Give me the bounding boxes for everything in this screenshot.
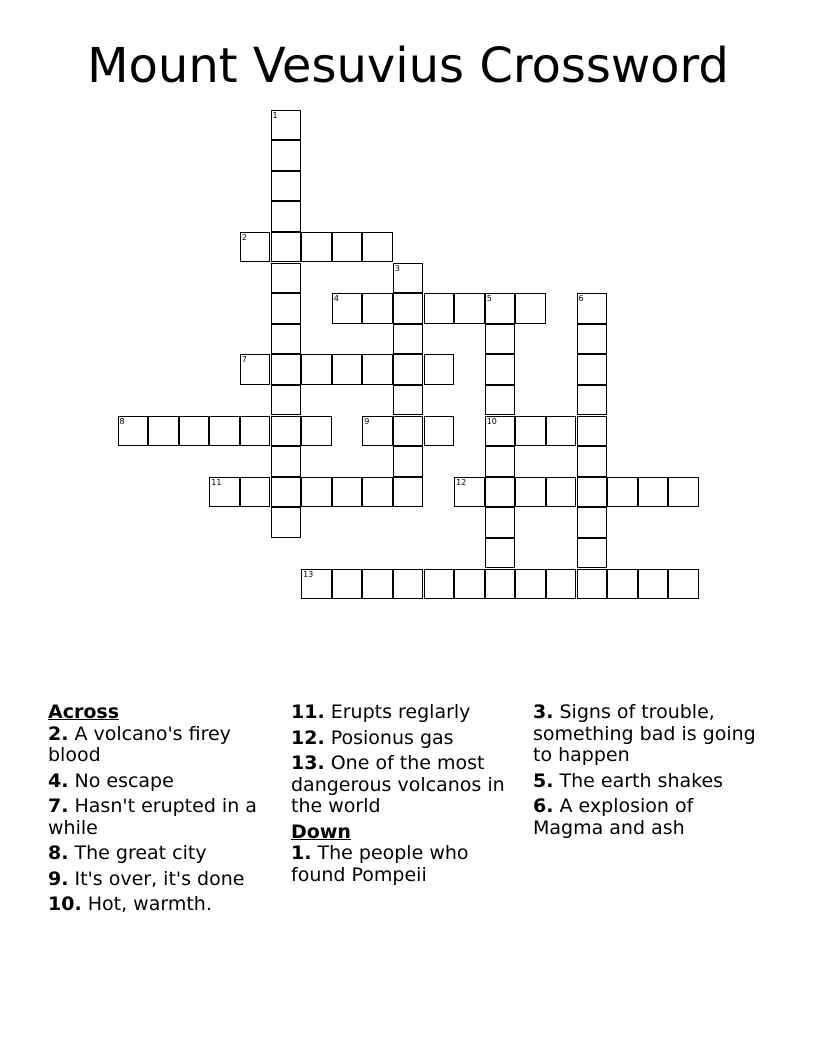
grid-cell[interactable] <box>271 385 302 416</box>
grid-cell[interactable] <box>577 507 608 538</box>
clue-text: One of the most dangerous volcanos in the world <box>291 752 505 817</box>
grid-cell[interactable] <box>485 477 516 508</box>
clue-text: A explosion of Magma and ash <box>533 795 694 839</box>
grid-cell[interactable] <box>271 171 302 202</box>
clue-number: 3. <box>533 701 554 723</box>
clue-number: 4. <box>48 769 69 792</box>
grid-cell[interactable] <box>546 569 577 600</box>
grid-cell[interactable] <box>271 477 302 508</box>
clue-across-12 <box>291 728 527 750</box>
grid-cell[interactable] <box>577 569 608 600</box>
clue-text: A volcano's firey blood <box>48 722 231 766</box>
clue-down-6 <box>533 796 769 839</box>
grid-cell[interactable] <box>393 324 424 355</box>
grid-cell[interactable] <box>485 293 516 324</box>
clue-number: 6. <box>533 795 554 817</box>
grid-cell[interactable] <box>301 569 332 600</box>
grid-cell[interactable] <box>271 201 302 232</box>
cell-number: 6 <box>578 294 584 304</box>
grid-cell[interactable] <box>271 354 302 385</box>
grid-cell[interactable] <box>668 569 699 600</box>
grid-cell[interactable] <box>546 416 577 447</box>
grid-cell[interactable] <box>271 507 302 538</box>
grid-cell[interactable] <box>515 416 546 447</box>
clue-number: 10. <box>48 893 82 915</box>
clue-across-7 <box>48 796 284 839</box>
grid-cell[interactable] <box>271 110 302 141</box>
clue-across-10 <box>48 894 284 916</box>
grid-cell[interactable] <box>301 416 332 447</box>
clue-number: 13. <box>291 752 325 774</box>
clue-down-5 <box>533 771 769 793</box>
grid-cell[interactable] <box>240 416 271 447</box>
cell-number: 12 <box>456 477 467 487</box>
grid-cell[interactable] <box>332 477 363 508</box>
clue-down-3 <box>533 702 769 767</box>
grid-cell[interactable] <box>301 232 332 263</box>
clue-text: Signs of trouble, something bad is going to happen <box>533 701 756 766</box>
cell-number: 13 <box>303 569 314 579</box>
grid-cell[interactable] <box>271 140 302 171</box>
grid-cell[interactable] <box>332 354 363 385</box>
clue-across-8 <box>48 843 284 865</box>
grid-cell[interactable] <box>362 477 393 508</box>
grid-cell[interactable] <box>485 569 516 600</box>
down-heading: Down <box>291 820 351 843</box>
grid-cell[interactable] <box>454 569 485 600</box>
grid-cell[interactable] <box>148 416 179 447</box>
grid-cell[interactable] <box>240 232 271 263</box>
cell-number: 2 <box>241 232 247 242</box>
grid-cell[interactable] <box>393 354 424 385</box>
clue-down-1 <box>291 843 527 886</box>
grid-cell[interactable] <box>271 324 302 355</box>
grid-cell[interactable] <box>454 477 485 508</box>
clue-number: 1. <box>291 842 312 864</box>
grid-cell[interactable] <box>362 569 393 600</box>
clue-across-9 <box>48 869 284 891</box>
grid-cell[interactable] <box>332 569 363 600</box>
clue-number: 9. <box>48 867 69 890</box>
clue-across-13 <box>291 753 527 818</box>
grid-cell[interactable] <box>577 477 608 508</box>
grid-cell[interactable] <box>271 416 302 447</box>
grid-cell[interactable] <box>577 416 608 447</box>
grid-cell[interactable] <box>332 232 363 263</box>
grid-cell[interactable] <box>301 477 332 508</box>
grid-cell[interactable] <box>362 293 393 324</box>
clue-text: The great city <box>74 842 207 864</box>
grid-cell[interactable] <box>546 477 577 508</box>
grid-cell[interactable] <box>577 538 608 569</box>
grid-cell[interactable] <box>424 354 455 385</box>
grid-cell[interactable] <box>577 324 608 355</box>
clue-column-1 <box>48 702 284 920</box>
grid-cell[interactable] <box>393 446 424 477</box>
across-heading: Across <box>48 701 120 723</box>
clue-across-11 <box>291 702 527 724</box>
grid-cell[interactable] <box>638 477 669 508</box>
clue-number: 2. <box>48 722 69 745</box>
grid-cell[interactable] <box>393 477 424 508</box>
grid-cell[interactable] <box>485 507 516 538</box>
grid-cell[interactable] <box>607 477 638 508</box>
grid-cell[interactable] <box>577 446 608 477</box>
grid-cell[interactable] <box>118 416 149 447</box>
grid-cell[interactable] <box>638 569 669 600</box>
grid-cell[interactable] <box>485 324 516 355</box>
grid-cell[interactable] <box>577 354 608 385</box>
grid-cell[interactable] <box>271 446 302 477</box>
grid-cell[interactable] <box>485 538 516 569</box>
grid-cell[interactable] <box>668 477 699 508</box>
grid-cell[interactable] <box>424 569 455 600</box>
grid-cell[interactable] <box>485 446 516 477</box>
clue-across-4 <box>48 771 284 793</box>
grid-cell[interactable] <box>271 293 302 324</box>
grid-cell[interactable] <box>362 232 393 263</box>
clue-across-2 <box>48 724 284 767</box>
grid-cell[interactable] <box>240 354 271 385</box>
grid-cell[interactable] <box>393 569 424 600</box>
grid-cell[interactable] <box>577 385 608 416</box>
grid-cell[interactable] <box>209 477 240 508</box>
grid-cell[interactable] <box>424 293 455 324</box>
cell-number: 8 <box>119 416 125 426</box>
clue-column-3 <box>533 702 769 843</box>
grid-cell[interactable] <box>209 416 240 447</box>
clue-number: 11. <box>291 701 325 723</box>
grid-cell[interactable] <box>485 385 516 416</box>
clue-text: Hot, warmth. <box>87 893 212 915</box>
clue-column-2 <box>291 702 527 890</box>
grid-cell[interactable] <box>179 416 210 447</box>
clue-number: 7. <box>48 795 69 817</box>
grid-cell[interactable] <box>332 293 363 324</box>
grid-cell[interactable] <box>577 293 608 324</box>
clue-number: 12. <box>291 726 325 749</box>
grid-cell[interactable] <box>301 354 332 385</box>
grid-cell[interactable] <box>607 569 638 600</box>
grid-cell[interactable] <box>271 232 302 263</box>
grid-cell[interactable] <box>393 416 424 447</box>
clue-text: The earth shakes <box>559 769 724 792</box>
grid-cell[interactable] <box>485 416 516 447</box>
clue-text: Posionus gas <box>330 726 454 749</box>
cell-number: 7 <box>241 355 247 365</box>
cell-number: 3 <box>394 263 400 273</box>
page-title: Mount Vesuvius Crossword <box>87 38 729 94</box>
grid-cell[interactable] <box>515 293 546 324</box>
grid-cell[interactable] <box>454 293 485 324</box>
cell-number: 9 <box>364 416 370 426</box>
cell-number: 11 <box>211 477 222 487</box>
grid-cell[interactable] <box>424 416 455 447</box>
grid-cell[interactable] <box>240 477 271 508</box>
cell-number: 1 <box>272 110 278 120</box>
clue-text: Erupts reglarly <box>330 701 471 723</box>
grid-cell[interactable] <box>271 263 302 294</box>
grid-cell[interactable] <box>485 354 516 385</box>
clue-text: No escape <box>74 769 174 792</box>
grid-cell[interactable] <box>393 263 424 294</box>
clue-number: 8. <box>48 842 69 864</box>
grid-cell[interactable] <box>362 416 393 447</box>
grid-cell[interactable] <box>515 569 546 600</box>
cell-number: 10 <box>486 416 497 426</box>
clue-text: The people who found Pompeii <box>291 842 469 886</box>
grid-cell[interactable] <box>515 477 546 508</box>
grid-cell[interactable] <box>393 293 424 324</box>
grid-cell[interactable] <box>393 385 424 416</box>
cell-number: 4 <box>333 294 339 304</box>
clue-text: Hasn't erupted in a while <box>48 795 257 839</box>
cell-number: 5 <box>486 294 492 304</box>
clue-number: 5. <box>533 769 554 792</box>
clue-text: It's over, it's done <box>74 867 245 890</box>
grid-cell[interactable] <box>362 354 393 385</box>
